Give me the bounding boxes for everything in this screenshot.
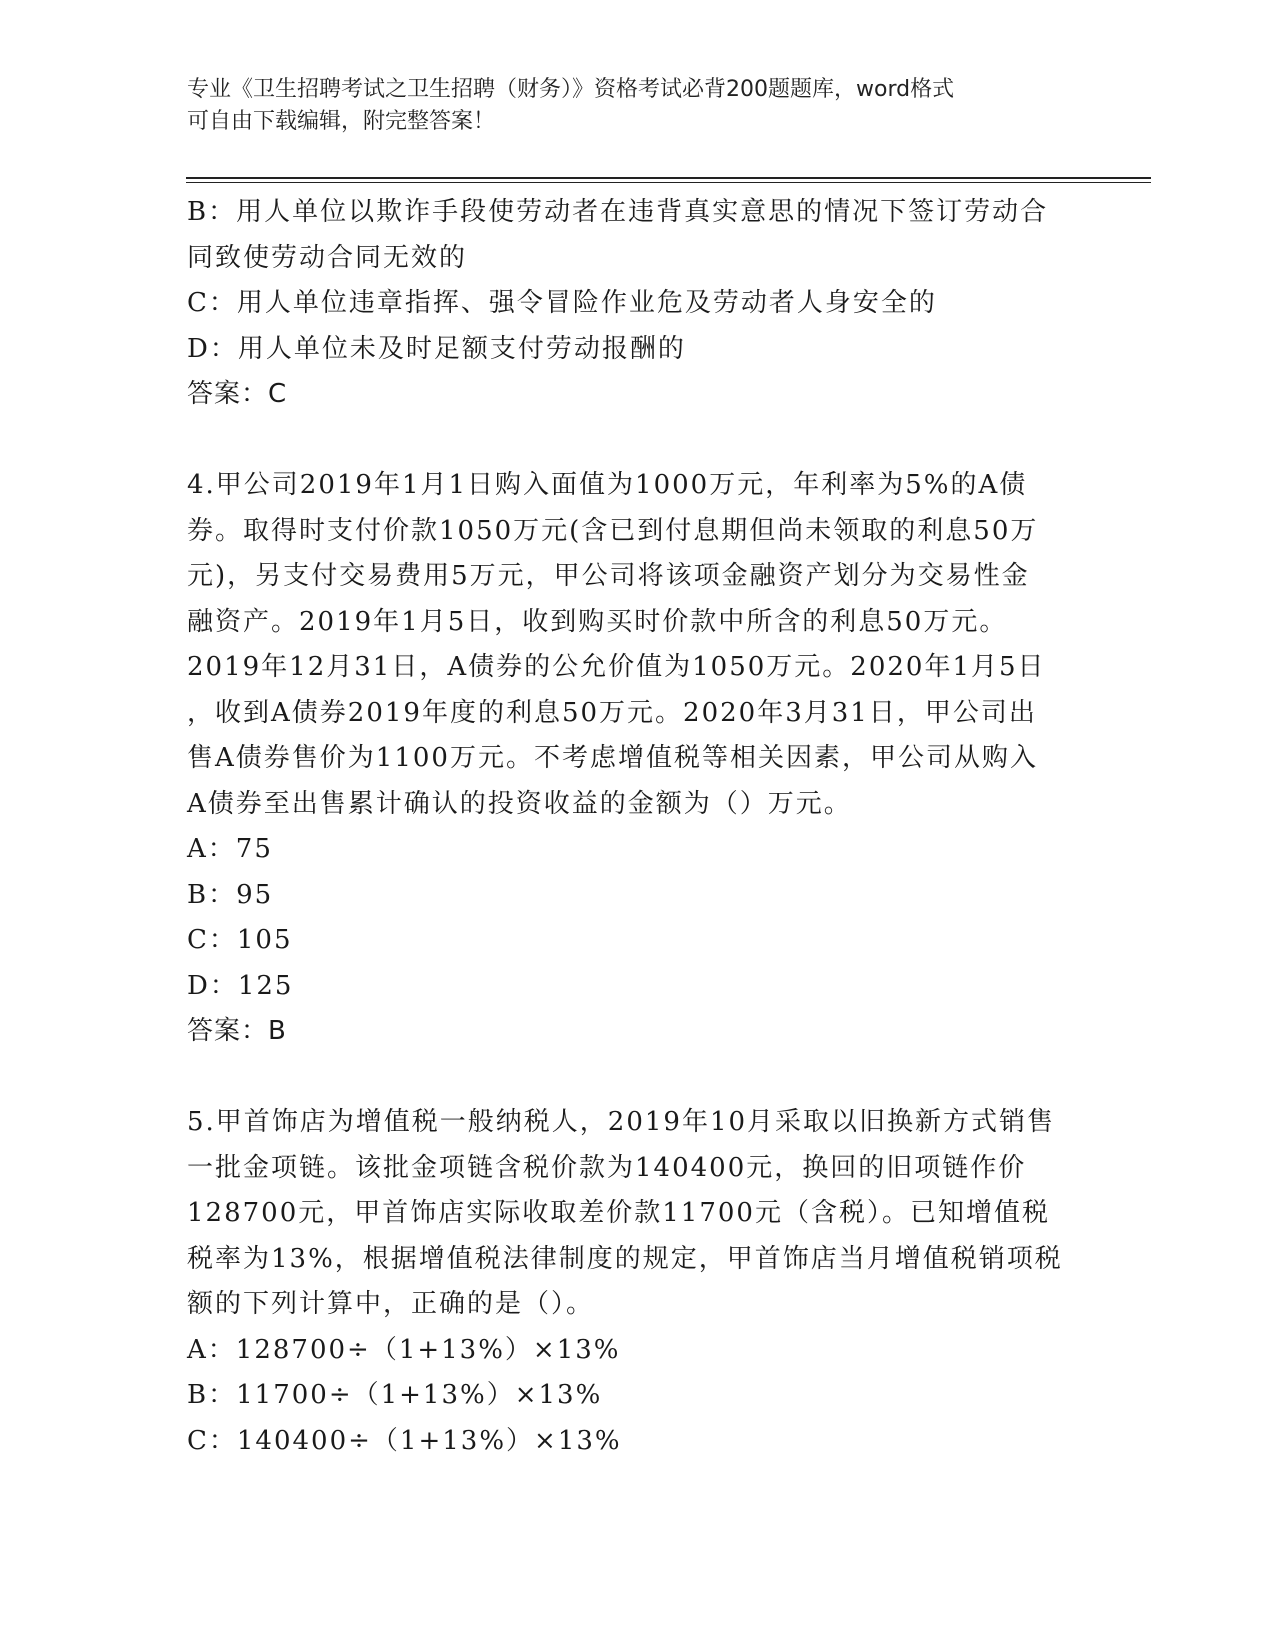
option-a: A：75 [187,834,273,864]
answer-label: 答案：B [187,1016,287,1046]
question-stem-line: ，收到A债券2019年度的利息50万元。2020年3月31日，甲公司出 [187,697,1037,728]
document-header [187,74,1067,138]
question-stem-line: 额的下列计算中，正确的是（）。 [187,1289,595,1319]
option-c: C：105 [187,925,293,955]
question-3-tail [187,190,1087,418]
question-stem-line: 售A债券售价为1100万元。不考虑增值税等相关因素，甲公司从购入 [187,743,1038,773]
question-stem-line: 5.甲首饰店为增值税一般纳税人，2019年10月采取以旧换新方式销售 [187,1107,1056,1137]
question-stem-line: A债券至出售累计确认的投资收益的金额为（）万元。 [187,788,852,819]
option-b: B：95 [187,879,274,910]
option-b-line: 同致使劳动合同无效的 [187,242,468,273]
question-stem-line: 融资产。2019年1月5日，收到购买时价款中所含的利息50万元。 [187,606,1008,637]
header-divider [186,177,1151,179]
question-stem-line: 128700元，甲首饰店实际收取差价款11700元（含税）。已知增值税 [187,1198,1050,1228]
question-stem-line: 券。取得时支付价款1050万元(含已到付息期但尚未领取的利息50万 [187,515,1039,546]
question-5 [187,1100,1087,1464]
question-stem-line: 2019年12月31日，A债券的公允价值为1050万元。2020年1月5日 [187,652,1046,682]
document-body [187,190,1087,1464]
header-line: 专业《卫生招聘考试之卫生招聘（财务）》资格考试必背200题题库，word格式 [187,77,955,102]
option-a: A：128700÷（1+13%）×13% [187,1334,621,1365]
option-b-line: B：用人单位以欺诈手段使劳动者在违背真实意思的情况下签订劳动合 [187,197,1049,227]
option-c: C：用人单位违章指挥、强令冒险作业危及劳动者人身安全的 [187,288,937,318]
question-4 [187,463,1087,1055]
header-divider-thin [186,182,1151,183]
option-d: D：用人单位未及时足额支付劳动报酬的 [187,333,686,364]
question-stem-line: 一批金项链。该批金项链含税价款为140400元，换回的旧项链作价 [187,1152,1027,1183]
question-stem-line: 元)，另支付交易费用5万元，甲公司将该项金融资产划分为交易性金 [187,561,1030,591]
option-c: C：140400÷（1+13%）×13% [187,1425,622,1456]
question-stem-line: 4.甲公司2019年1月1日购入面值为1000万元，年利率为5%的A债 [187,470,1028,500]
answer-label: 答案：C [187,379,288,409]
option-b: B：11700÷（1+13%）×13% [187,1380,603,1410]
question-stem-line: 税率为13%，根据增值税法律制度的规定，甲首饰店当月增值税销项税 [187,1243,1063,1274]
option-d: D：125 [187,970,294,1001]
header-line: 可自由下载编辑，附完整答案！ [187,109,496,134]
